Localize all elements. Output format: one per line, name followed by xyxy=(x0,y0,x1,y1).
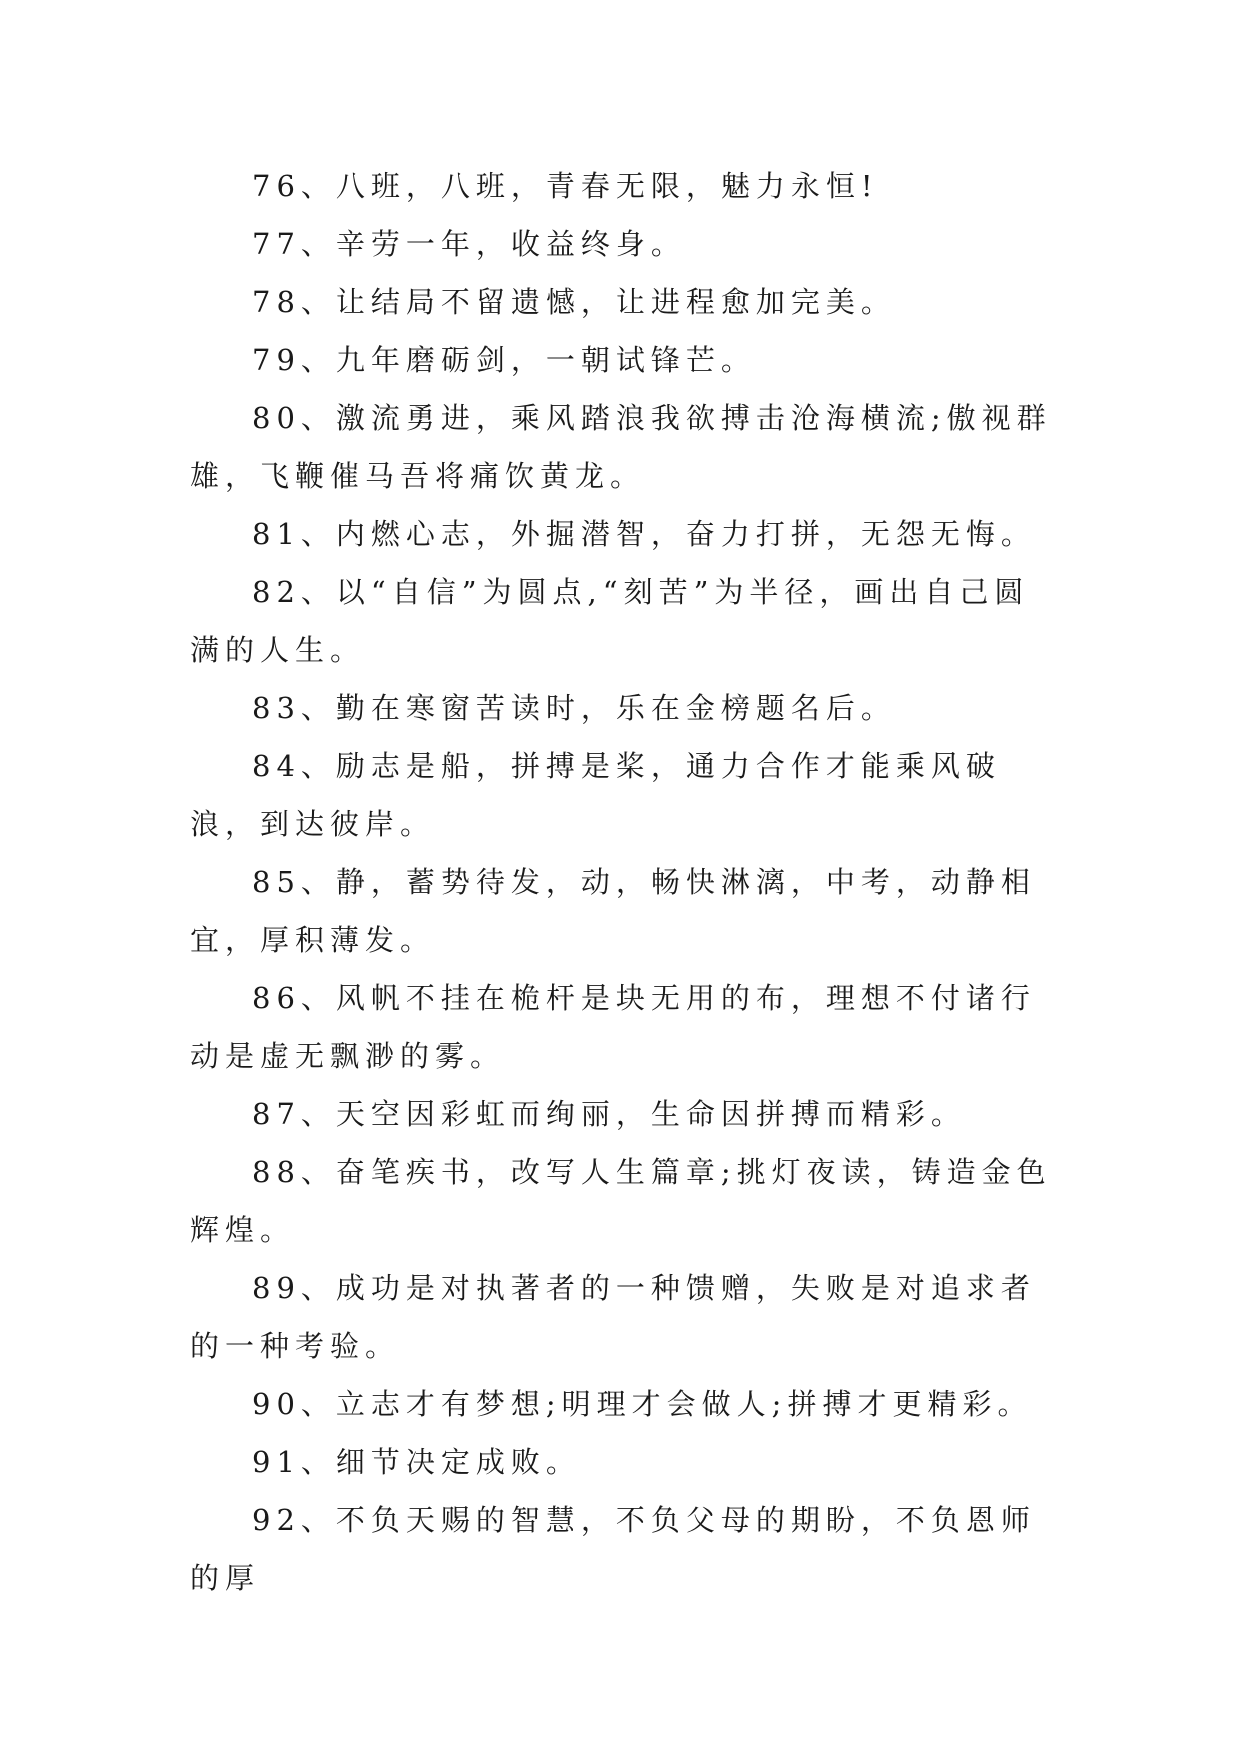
paragraph-92: 92、不负天赐的智慧，不负父母的期盼，不负恩师的厚 xyxy=(190,1503,1036,1595)
paragraph-81: 81、内燃心志，外掘潜智，奋力打拼，无怨无悔。 xyxy=(252,517,1036,551)
paragraph-79: 79、九年磨砺剑，一朝试锋芒。 xyxy=(252,343,756,377)
paragraph-87: 87、天空因彩虹而绚丽，生命因拼搏而精彩。 xyxy=(252,1097,966,1131)
paragraph-82: 82、以“自信”为圆点,“刻苦”为半径，画出自己圆满的人生。 xyxy=(190,575,1030,667)
paragraph-78: 78、让结局不留遗憾，让进程愈加完美。 xyxy=(252,285,896,319)
paragraph-91: 91、细节决定成败。 xyxy=(252,1445,581,1479)
paragraph-89: 89、成功是对执著者的一种馈赠，失败是对追求者的一种考验。 xyxy=(190,1271,1036,1363)
paragraph-90: 90、立志才有梦想;明理才会做人;拼搏才更精彩。 xyxy=(252,1387,1033,1421)
paragraph-83: 83、勤在寒窗苦读时，乐在金榜题名后。 xyxy=(252,691,896,725)
paragraph-88: 88、奋笔疾书，改写人生篇章;挑灯夜读，铸造金色辉煌。 xyxy=(190,1155,1052,1247)
document-body xyxy=(190,157,1056,1607)
paragraph-84: 84、励志是船，拼搏是桨，通力合作才能乘风破浪，到达彼岸。 xyxy=(190,749,1001,841)
paragraph-77: 77、辛劳一年，收益终身。 xyxy=(252,227,686,261)
paragraph-86: 86、风帆不挂在桅杆是块无用的布，理想不付诸行动是虚无飘渺的雾。 xyxy=(190,981,1036,1073)
paragraph-85: 85、静，蓄势待发，动，畅快淋漓，中考，动静相宜，厚积薄发。 xyxy=(190,865,1036,957)
paragraph-76: 76、八班，八班，青春无限，魅力永恒! xyxy=(252,169,879,203)
paragraph-80: 80、激流勇进，乘风踏浪我欲搏击沧海横流;傲视群雄，飞鞭催马吾将痛饮黄龙。 xyxy=(190,401,1052,493)
